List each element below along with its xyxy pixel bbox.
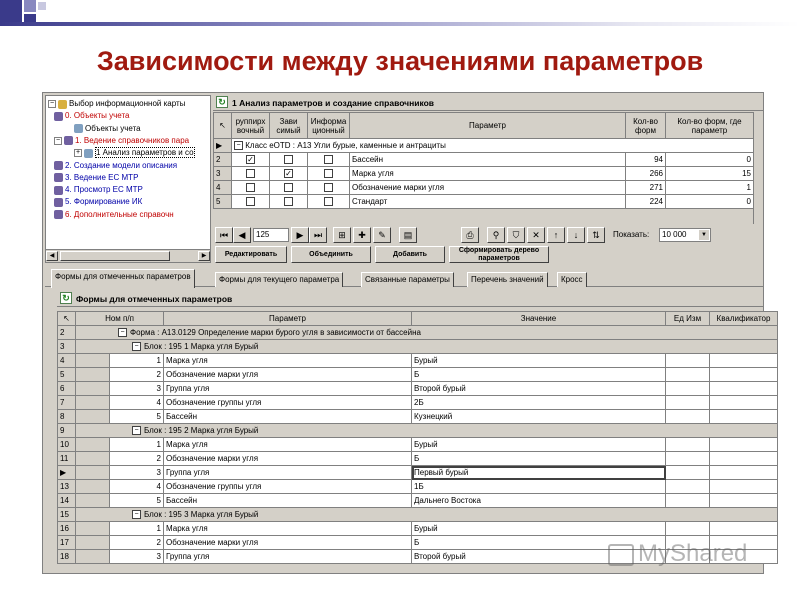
item-index: 5 <box>110 410 164 424</box>
row-number: 16 <box>58 522 76 536</box>
column-header-unit[interactable]: Ед Изм <box>666 312 710 326</box>
parameter-name[interactable]: Обозначение марки угля <box>164 368 412 382</box>
parameter-row[interactable] <box>214 195 754 209</box>
parameter-value[interactable]: Дальнего Востока <box>412 494 666 508</box>
row-number: 13 <box>58 480 76 494</box>
informational-checkbox-cell <box>308 167 350 181</box>
tree-collapse-icon[interactable]: − <box>49 100 55 107</box>
tree-item-label: 6. Дополнительные справочн <box>65 209 174 219</box>
book-icon <box>54 186 63 195</box>
dependent-checkbox[interactable] <box>284 155 293 164</box>
indent-cell <box>76 396 110 410</box>
unit-cell[interactable] <box>666 368 710 382</box>
parameter-value[interactable]: Второй бурый <box>412 382 666 396</box>
book-icon <box>54 161 63 170</box>
tree-item-label: Объекты учета <box>85 123 141 133</box>
next-record-icon[interactable]: ▶ <box>291 227 309 243</box>
item-index: 1 <box>110 438 164 452</box>
indent-cell <box>76 550 110 564</box>
row-number: 6 <box>58 382 76 396</box>
tree-horizontal-scrollbar[interactable] <box>46 249 210 262</box>
row-selector-header: ↖ <box>214 113 232 139</box>
row-number: 2 <box>214 153 232 167</box>
item-index: 3 <box>110 382 164 396</box>
row-number: 17 <box>58 536 76 550</box>
column-header-forms-where[interactable]: Кол-во форм, где параметр <box>666 113 754 139</box>
indent-cell <box>76 438 110 452</box>
informational-checkbox[interactable] <box>324 183 333 192</box>
deco-square <box>24 0 36 12</box>
parameter-analysis-panel <box>213 95 763 263</box>
unit-cell[interactable] <box>666 466 710 480</box>
edit-pencil-icon[interactable]: ✎ <box>373 227 391 243</box>
grouping-checkbox[interactable] <box>246 169 255 178</box>
row-indicator: ▶ <box>214 139 232 153</box>
row-number: 9 <box>58 424 76 438</box>
form-row[interactable] <box>58 424 778 438</box>
merge-button[interactable]: Объединить <box>291 246 371 263</box>
tree-item[interactable] <box>74 123 141 135</box>
parameter-name[interactable]: Марка угля <box>164 522 412 536</box>
watermark-logo-icon <box>608 544 634 566</box>
form-row[interactable] <box>58 326 778 340</box>
grouping-checkbox-cell <box>232 195 270 209</box>
form-row[interactable] <box>58 452 778 466</box>
scroll-thumb[interactable] <box>60 251 170 261</box>
form-row[interactable] <box>58 410 778 424</box>
refresh-icon[interactable]: ↻ <box>216 96 228 108</box>
deco-bar <box>0 22 800 26</box>
tree-item-label: 2. Создание модели описания <box>65 160 178 170</box>
parameter-value[interactable]: Первый бурый <box>412 466 666 480</box>
indent-cell <box>76 382 110 396</box>
forms-count[interactable]: 266 <box>626 167 666 181</box>
first-record-icon[interactable]: ⏮ <box>215 227 233 243</box>
sheet-icon <box>84 149 93 158</box>
parameters-table <box>213 112 754 209</box>
informational-checkbox-cell <box>308 153 350 167</box>
tree-item[interactable] <box>48 98 185 110</box>
slide-title: Зависимости между значениями параметров <box>96 46 704 76</box>
row-number: 15 <box>58 508 76 522</box>
group-label: Блок : 195 1 Марка угля Бурый <box>144 341 259 351</box>
parameter-value[interactable]: Бурый <box>412 438 666 452</box>
app-window <box>42 92 771 574</box>
show-count-select[interactable] <box>659 228 711 242</box>
group-row-label: Класс еОТD : А13 Угли бурые, каменные и антрациты <box>245 140 446 150</box>
qualifier-cell[interactable] <box>710 354 778 368</box>
tree-collapse-icon[interactable]: − <box>55 136 61 144</box>
item-index: 2 <box>110 368 164 382</box>
grouping-checkbox-cell <box>232 181 270 195</box>
dependent-checkbox-cell <box>270 153 308 167</box>
forms-table <box>57 311 778 564</box>
column-header-dependent[interactable]: Зави симый <box>270 113 308 139</box>
filter-icon[interactable]: ⊞ <box>333 227 351 243</box>
form-row[interactable] <box>58 508 778 522</box>
parameter-row[interactable] <box>214 167 754 181</box>
print-icon[interactable]: ⎙ <box>461 227 479 243</box>
row-number: 8 <box>58 410 76 424</box>
form-row[interactable] <box>58 354 778 368</box>
forms-where-count[interactable]: 0 <box>666 195 754 209</box>
tab-value-list[interactable]: Перечень значений <box>467 272 548 287</box>
row-number: 5 <box>58 368 76 382</box>
unit-cell[interactable] <box>666 438 710 452</box>
indent-cell <box>76 494 110 508</box>
group-row[interactable] <box>232 139 754 153</box>
row-selector-header: ↖ <box>58 312 76 326</box>
tree-item[interactable] <box>74 147 195 159</box>
unit-cell[interactable] <box>666 354 710 368</box>
lower-panel-header <box>57 291 763 307</box>
grouping-checkbox[interactable]: ✓ <box>247 155 254 165</box>
sort-multi-icon[interactable]: ⇅ <box>587 227 605 243</box>
find-icon[interactable]: ⚲ <box>487 227 505 243</box>
tree-item-label: Выбор информационной карты <box>69 99 186 108</box>
row-number: 4 <box>58 354 76 368</box>
row-number: ▶ <box>58 466 76 480</box>
column-header-grouping[interactable]: руппирх вочный <box>232 113 270 139</box>
collapse-icon[interactable]: − <box>234 141 243 150</box>
item-index: 2 <box>110 536 164 550</box>
parameter-name[interactable]: Бассейн <box>350 153 626 167</box>
informational-checkbox[interactable] <box>324 197 333 206</box>
group-label: Форма : А13.0129 Определение марки бурого угля в зависимости от бассейна <box>130 327 421 337</box>
indent-cell <box>76 354 110 368</box>
book-icon <box>54 210 63 219</box>
forms-count[interactable]: 94 <box>626 153 666 167</box>
unit-cell[interactable] <box>666 382 710 396</box>
form-row[interactable] <box>58 494 778 508</box>
parameter-name[interactable]: Марка угля <box>164 354 412 368</box>
form-row[interactable] <box>58 340 778 354</box>
group-label: Блок : 195 3 Марка угля Бурый <box>144 509 259 519</box>
panel-header <box>213 95 763 111</box>
unit-cell[interactable] <box>666 480 710 494</box>
tree-item[interactable] <box>54 160 177 172</box>
qualifier-cell[interactable] <box>710 382 778 396</box>
row-number: 11 <box>58 452 76 466</box>
qualifier-cell[interactable] <box>710 410 778 424</box>
collapse-icon[interactable]: − <box>118 328 127 337</box>
parameter-value[interactable]: 2Б <box>412 396 666 410</box>
qualifier-cell[interactable] <box>710 466 778 480</box>
parameter-value[interactable]: 1Б <box>412 480 666 494</box>
row-number: 2 <box>58 326 76 340</box>
lower-panel-title: Формы для отмеченных параметров <box>76 294 233 304</box>
item-index: 4 <box>110 480 164 494</box>
panel-title: 1 Анализ параметров и создание справочников <box>232 98 435 108</box>
parameter-name[interactable]: Бассейн <box>164 410 412 424</box>
block-group-row[interactable] <box>76 508 778 522</box>
scroll-left-button[interactable]: ◀ <box>46 251 58 261</box>
parameter-value[interactable]: Второй бурый <box>412 550 666 564</box>
column-header-qualifier[interactable]: Квалификатор <box>710 312 778 326</box>
tree-item[interactable] <box>54 196 142 208</box>
dependent-checkbox-cell <box>270 195 308 209</box>
parameter-name[interactable]: Обозначение марки угля <box>164 452 412 466</box>
parameter-name[interactable]: Группа угля <box>164 466 412 480</box>
tree-item[interactable] <box>54 184 143 196</box>
collapse-icon[interactable]: − <box>132 426 141 435</box>
slide-decoration <box>0 0 800 40</box>
action-buttons <box>213 246 763 264</box>
column-header-parameter[interactable]: Параметр <box>350 113 626 139</box>
column-header-forms-count[interactable]: Кол-во форм <box>626 113 666 139</box>
grouping-checkbox-cell <box>232 167 270 181</box>
parameter-row[interactable] <box>214 181 754 195</box>
tab-bar <box>45 269 763 287</box>
qualifier-cell[interactable] <box>710 438 778 452</box>
indent-cell <box>76 368 110 382</box>
informational-checkbox-cell <box>308 195 350 209</box>
folder-icon <box>58 100 67 109</box>
form-row[interactable] <box>58 480 778 494</box>
tab-forms-marked[interactable]: Формы для отмеченных параметров <box>51 269 195 288</box>
row-number: 3 <box>214 167 232 181</box>
qualifier-cell[interactable] <box>710 368 778 382</box>
row-number: 18 <box>58 550 76 564</box>
informational-checkbox[interactable] <box>324 169 333 178</box>
unit-cell[interactable] <box>666 396 710 410</box>
form-group-row[interactable] <box>76 326 778 340</box>
unit-cell[interactable] <box>666 494 710 508</box>
tree-item-label: 1. Ведение справочников пара <box>75 135 190 145</box>
grouping-checkbox[interactable] <box>246 183 255 192</box>
tree-item[interactable] <box>54 172 138 184</box>
unit-cell[interactable] <box>666 522 710 536</box>
row-number: 3 <box>58 340 76 354</box>
deco-square <box>0 0 22 22</box>
tree-item-label: 4. Просмотр ЕС МТР <box>65 185 143 195</box>
grouping-checkbox[interactable] <box>246 197 255 206</box>
item-index: 1 <box>110 522 164 536</box>
group-label: Блок : 195 2 Марка угля Бурый <box>144 425 259 435</box>
item-index: 4 <box>110 396 164 410</box>
forms-where-count[interactable]: 15 <box>666 167 754 181</box>
tree-item-label: 3. Ведение ЕС МТР <box>65 172 139 182</box>
unit-cell[interactable] <box>666 452 710 466</box>
filter-clear-icon[interactable]: ✕ <box>527 227 545 243</box>
item-index: 3 <box>110 466 164 480</box>
edit-button[interactable]: Редактировать <box>215 246 287 263</box>
row-number: 14 <box>58 494 76 508</box>
watermark-text: MyShared <box>638 540 748 567</box>
parameter-name[interactable]: Обозначение марки угля <box>164 536 412 550</box>
scroll-right-button[interactable]: ▶ <box>198 251 210 261</box>
book-icon <box>54 112 63 121</box>
forms-where-count[interactable]: 1 <box>666 181 754 195</box>
qualifier-cell[interactable] <box>710 396 778 410</box>
row-number: 7 <box>58 396 76 410</box>
prev-record-icon[interactable]: ◀ <box>233 227 251 243</box>
indent-cell <box>76 522 110 536</box>
parameter-name[interactable]: Стандарт <box>350 195 626 209</box>
watermark <box>608 540 747 570</box>
parameter-value[interactable]: Бурый <box>412 354 666 368</box>
tree-item[interactable] <box>54 209 174 221</box>
row-number: 5 <box>214 195 232 209</box>
book-icon <box>64 136 73 145</box>
dependent-checkbox[interactable] <box>284 183 293 192</box>
table-vertical-scrollbar[interactable] <box>753 112 763 224</box>
parameter-row[interactable] <box>214 153 754 167</box>
qualifier-cell[interactable] <box>710 452 778 466</box>
dependent-checkbox-cell <box>270 181 308 195</box>
forms-where-count[interactable]: 0 <box>666 153 754 167</box>
item-index: 2 <box>110 452 164 466</box>
tab-cross[interactable]: Кросс <box>557 272 587 287</box>
form-row[interactable] <box>58 368 778 382</box>
dropdown-arrow-icon[interactable]: ▼ <box>699 230 709 240</box>
tree-item-label: 1 Анализ параметров и со <box>96 148 194 158</box>
last-record-icon[interactable]: ⏭ <box>309 227 327 243</box>
parameter-name[interactable]: Марка угля <box>164 438 412 452</box>
sort-ascending-icon[interactable]: ↑ <box>547 227 565 243</box>
book-icon <box>54 198 63 207</box>
show-count-value: 10 000 <box>662 230 687 239</box>
collapse-icon[interactable]: − <box>132 342 141 351</box>
refresh-icon[interactable]: ↻ <box>60 292 72 304</box>
qualifier-cell[interactable] <box>710 480 778 494</box>
show-label: Показать: <box>613 230 650 239</box>
record-number-field[interactable]: 125 <box>253 228 289 242</box>
parameter-value[interactable]: Б <box>412 368 666 382</box>
parameter-name[interactable]: Марка угля <box>350 167 626 181</box>
parameter-value[interactable]: Б <box>412 536 666 550</box>
forms-count[interactable]: 224 <box>626 195 666 209</box>
block-group-row[interactable] <box>76 340 778 354</box>
dependent-checkbox[interactable]: ✓ <box>285 169 292 179</box>
parameter-name[interactable]: Обозначение группы угля <box>164 396 412 410</box>
tab-related-parameters[interactable]: Связанные параметры <box>361 272 454 287</box>
indent-cell <box>76 466 110 480</box>
add-button[interactable]: Добавить <box>375 246 445 263</box>
grouping-checkbox-cell <box>232 153 270 167</box>
record-toolbar <box>213 225 763 245</box>
tab-forms-current[interactable]: Формы для текущего параметра <box>215 272 343 287</box>
parameter-value[interactable]: Кузнецкий <box>412 410 666 424</box>
sort-descending-icon[interactable]: ↓ <box>567 227 585 243</box>
column-header-value[interactable]: Значение <box>412 312 666 326</box>
tree-expand-icon[interactable]: + <box>75 149 81 157</box>
column-header-number[interactable]: Ном п/п <box>76 312 164 326</box>
deco-square <box>38 2 46 10</box>
parameter-name[interactable]: Группа угля <box>164 550 412 564</box>
form-row[interactable] <box>58 382 778 396</box>
forms-count[interactable]: 271 <box>626 181 666 195</box>
book-icon <box>54 173 63 182</box>
item-index: 3 <box>110 550 164 564</box>
indent-cell <box>76 536 110 550</box>
add-record-icon[interactable]: ✚ <box>353 227 371 243</box>
column-header-informational[interactable]: Информа ционный <box>308 113 350 139</box>
marked-forms-panel <box>57 291 771 575</box>
informational-checkbox-cell <box>308 181 350 195</box>
indent-cell <box>76 452 110 466</box>
parameter-name[interactable]: Бассейн <box>164 494 412 508</box>
row-number: 10 <box>58 438 76 452</box>
tree-item[interactable] <box>54 135 189 147</box>
block-group-row[interactable] <box>76 424 778 438</box>
qualifier-cell[interactable] <box>710 522 778 536</box>
informational-checkbox[interactable] <box>324 155 333 164</box>
item-index: 1 <box>110 354 164 368</box>
dependent-checkbox[interactable] <box>284 197 293 206</box>
collapse-icon[interactable]: − <box>132 510 141 519</box>
navigation-tree <box>45 95 211 263</box>
parameter-name[interactable]: Обозначение группы угля <box>164 480 412 494</box>
indent-cell <box>76 410 110 424</box>
indent-cell <box>76 480 110 494</box>
build-tree-button[interactable]: Сформировать дерево параметров <box>449 246 549 263</box>
item-index: 5 <box>110 494 164 508</box>
sheet-icon <box>74 124 83 133</box>
parameter-name[interactable]: Обозначение марки угля <box>350 181 626 195</box>
form-row[interactable] <box>58 466 778 480</box>
row-number: 4 <box>214 181 232 195</box>
tree-item-label: 5. Формирование ИК <box>65 197 143 207</box>
column-header-parameter[interactable]: Параметр <box>164 312 412 326</box>
form-row[interactable] <box>58 396 778 410</box>
tree-item[interactable] <box>54 110 129 122</box>
filter-set-icon[interactable]: ⛉ <box>507 227 525 243</box>
unit-cell[interactable] <box>666 410 710 424</box>
copy-icon[interactable]: ▤ <box>399 227 417 243</box>
parameter-value[interactable]: Б <box>412 452 666 466</box>
tree-item-label: 0. Объекты учета <box>65 111 130 121</box>
form-row[interactable] <box>58 438 778 452</box>
dependent-checkbox-cell <box>270 167 308 181</box>
form-row[interactable] <box>58 522 778 536</box>
qualifier-cell[interactable] <box>710 494 778 508</box>
parameter-name[interactable]: Группа угля <box>164 382 412 396</box>
parameter-value[interactable]: Бурый <box>412 522 666 536</box>
